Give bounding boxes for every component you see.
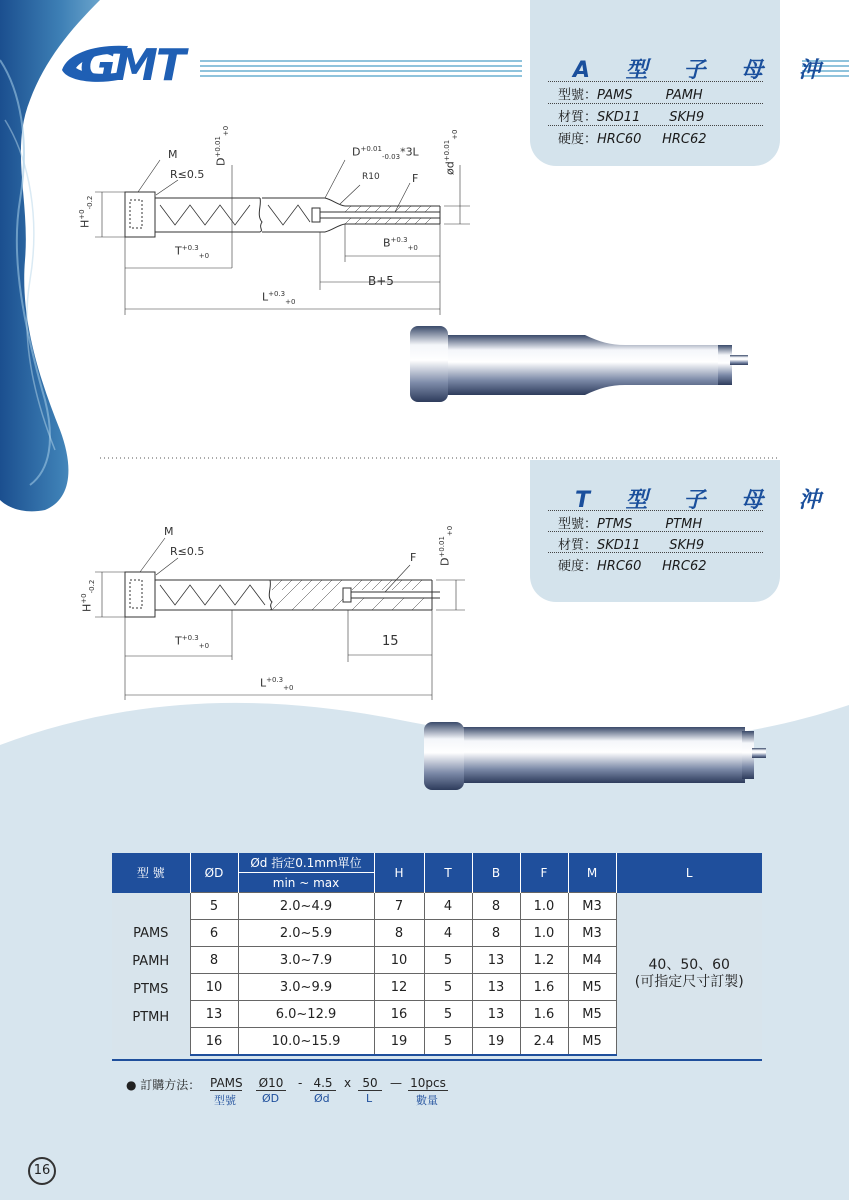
cell-t: 4 (424, 920, 472, 947)
order-emdash: — (390, 1076, 402, 1090)
cell-range: 10.0~15.9 (238, 1028, 374, 1056)
header-model: 型 號 (112, 853, 190, 893)
dim-t-15: 15 (382, 634, 399, 649)
order-dash: - (298, 1076, 303, 1090)
header-t: T (424, 853, 472, 893)
dim-t-f: F (410, 551, 417, 564)
cell-h: 12 (374, 974, 424, 1001)
cell-t: 5 (424, 1028, 472, 1056)
section-t-model: 型號：PTMS PTMH (558, 517, 703, 532)
logo-text: GMT (80, 40, 184, 91)
section-a-title: A 型 子 母 沖 (573, 58, 835, 83)
order-label: ● 訂購方法： (126, 1078, 201, 1092)
spec-table (112, 853, 762, 1056)
l-values: 40、50、60 (648, 956, 730, 973)
cell-od: 5 (190, 893, 238, 920)
header-stripes (200, 60, 522, 80)
dim-t-l: $L^{+0.3}_{+0}$ (260, 676, 294, 692)
page-number: 16 (28, 1157, 56, 1185)
dim-a-m: M (168, 148, 178, 161)
section-t-material: 材質：SKD11 SKH9 (558, 538, 705, 553)
cell-m: M3 (568, 920, 616, 947)
cell-m: M4 (568, 947, 616, 974)
cell-range: 3.0~9.9 (238, 974, 374, 1001)
cell-od: 6 (190, 920, 238, 947)
cell-od: 16 (190, 1028, 238, 1056)
cell-f: 2.4 (520, 1028, 568, 1056)
model-pamh: PAMH (132, 953, 170, 969)
model-ptms: PTMS (133, 981, 169, 997)
dim-a-b: $B^{+0.3}_{+0}$ (383, 236, 418, 252)
dim-t-r: R≤0.5 (170, 545, 205, 558)
dim-a-h: $H^{+0}_{-0.2}$ (78, 195, 94, 228)
cell-f: 1.0 (520, 920, 568, 947)
order-model-label: 型號 (214, 1094, 236, 1107)
cell-h: 8 (374, 920, 424, 947)
l-note: (可指定尺寸訂製) (634, 973, 744, 990)
dim-a-b5: B+5 (368, 274, 394, 288)
punch-photo-a (410, 326, 748, 402)
cell-h: 16 (374, 1001, 424, 1028)
cell-f: 1.2 (520, 947, 568, 974)
cell-t: 5 (424, 1001, 472, 1028)
order-d-label: Ød (314, 1092, 330, 1105)
header-h: H (374, 853, 424, 893)
cell-range: 2.0~4.9 (238, 893, 374, 920)
cell-range: 6.0~12.9 (238, 1001, 374, 1028)
dim-a-phid: $ød^{+0.01}_{+0}$ (443, 129, 459, 175)
order-l: 50 (358, 1076, 382, 1091)
dim-a-l: $L^{+0.3}_{+0}$ (262, 290, 296, 306)
model-pams: PAMS (133, 925, 169, 941)
cell-f: 1.0 (520, 893, 568, 920)
section-t-title: T 型 子 母 沖 (575, 488, 835, 513)
cell-h: 7 (374, 893, 424, 920)
order-model: PAMS (210, 1076, 243, 1090)
cell-range: 3.0~7.9 (238, 947, 374, 974)
order-od-label: ØD (262, 1092, 280, 1105)
cell-m: M5 (568, 1001, 616, 1028)
cell-od: 8 (190, 947, 238, 974)
section-a-hardness: 硬度：HRC60 HRC62 (558, 132, 707, 147)
dim-t-m: M (164, 525, 174, 538)
table-row (112, 893, 762, 920)
model-list (112, 893, 190, 1056)
model-ptmh: PTMH (132, 1009, 170, 1025)
l-cell (616, 893, 762, 1056)
cell-b: 13 (472, 947, 520, 974)
dim-a-r: R≤0.5 (170, 168, 205, 181)
order-l-label: L (366, 1092, 373, 1105)
cell-b: 8 (472, 920, 520, 947)
logo (58, 40, 188, 90)
section-t-hardness: 硬度：HRC60 HRC62 (558, 559, 707, 574)
cell-b: 8 (472, 893, 520, 920)
order-od: Ø10 (256, 1076, 286, 1091)
header-d-range-sub: min ~ max (238, 873, 374, 893)
header-od: ØD (190, 853, 238, 893)
cell-range: 2.0~5.9 (238, 920, 374, 947)
header-b: B (472, 853, 520, 893)
cell-f: 1.6 (520, 974, 568, 1001)
cell-b: 13 (472, 974, 520, 1001)
section-a-model: 型號：PAMS PAMH (558, 88, 703, 103)
cell-m: M5 (568, 974, 616, 1001)
dim-a-d: $D^{+0.01}_{+0}$ (214, 125, 230, 166)
order-qty-label: 數量 (416, 1094, 438, 1107)
cell-f: 1.6 (520, 1001, 568, 1028)
cell-od: 10 (190, 974, 238, 1001)
header-d-range: Ød 指定0.1mm單位 (238, 853, 374, 873)
punch-photo-t (424, 722, 766, 790)
header-f: F (520, 853, 568, 893)
dim-a-t: $T^{+0.3}_{+0}$ (175, 244, 210, 260)
dim-a-f: F (412, 172, 419, 185)
header-m: M (568, 853, 616, 893)
cell-h: 10 (374, 947, 424, 974)
dim-t-t: $T^{+0.3}_{+0}$ (175, 634, 210, 650)
dim-a-d-note: $D^{+0.01}_{-0.03}*3L$ (352, 145, 419, 161)
dim-t-d: $D^{+0.01}_{+0}$ (438, 525, 454, 566)
order-qty: 10pcs (408, 1076, 448, 1091)
cell-od: 13 (190, 1001, 238, 1028)
cell-b: 19 (472, 1028, 520, 1056)
section-a-material: 材質：SKD11 SKH9 (558, 110, 705, 125)
order-method (126, 1076, 200, 1093)
dim-t-h: $H^{+0}_{-0.2}$ (80, 579, 96, 612)
cell-h: 19 (374, 1028, 424, 1056)
header-l: L (616, 853, 762, 893)
cell-t: 5 (424, 947, 472, 974)
cell-t: 5 (424, 974, 472, 1001)
cell-t: 4 (424, 893, 472, 920)
dim-a-r10: R10 (362, 172, 380, 182)
cell-m: M5 (568, 1028, 616, 1056)
cell-b: 13 (472, 1001, 520, 1028)
table-bottom-rule (112, 1059, 762, 1061)
order-d: 4.5 (310, 1076, 336, 1091)
cell-m: M3 (568, 893, 616, 920)
order-x: x (344, 1076, 352, 1090)
